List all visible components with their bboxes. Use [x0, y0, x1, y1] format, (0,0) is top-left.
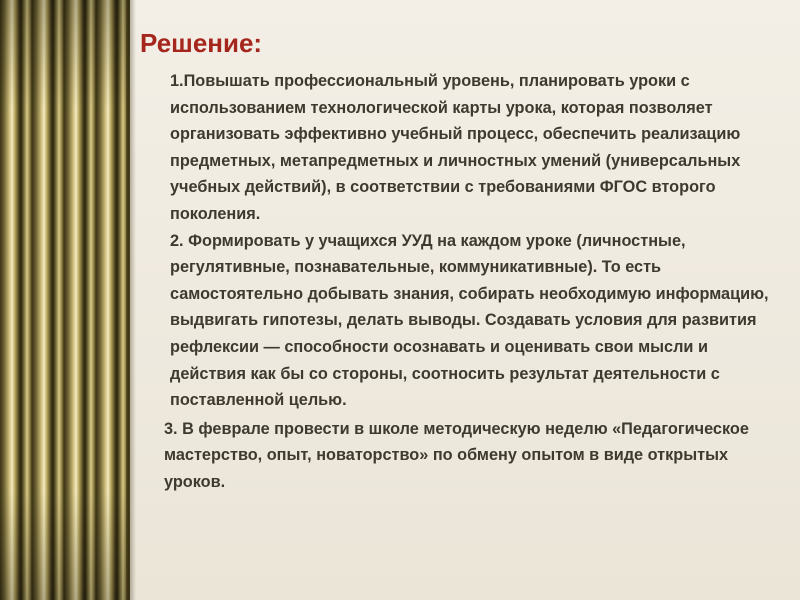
curtain-edge-shadow	[126, 0, 136, 600]
point-2: 2. Формировать у учащихся УУД на каждом уроке (личностные, регулятивные, познавательные, коммуникативные). То есть самостоятельно добывать знания, собирать необходимую информацию, выдвигать гипотезы, делать выводы. Создавать условия для развития рефлексии — способности осознавать и оценивать свои мысли и действия как бы со стороны, соотносить результат деятельности с поставленной целью.	[170, 231, 769, 410]
slide-body	[164, 68, 780, 496]
point-1: 1.Повышать профессиональный уровень, планировать уроки с использованием технологической карты урока, которая позволяет организовать эффективно учебный процесс, обеспечить реализацию предметных, метапредметных и личностных умений (универсальных учебных действий), в соответствии с требованиями ФГОС второго поколения.	[170, 72, 741, 223]
point-3: 3. В феврале провести в школе методическую неделю «Педагогическое мастерство, опыт, новаторство» по обмену опытом в виде открытых уроков.	[164, 419, 749, 491]
curtain-shade	[0, 0, 130, 600]
slide-title: Решение:	[140, 28, 263, 58]
